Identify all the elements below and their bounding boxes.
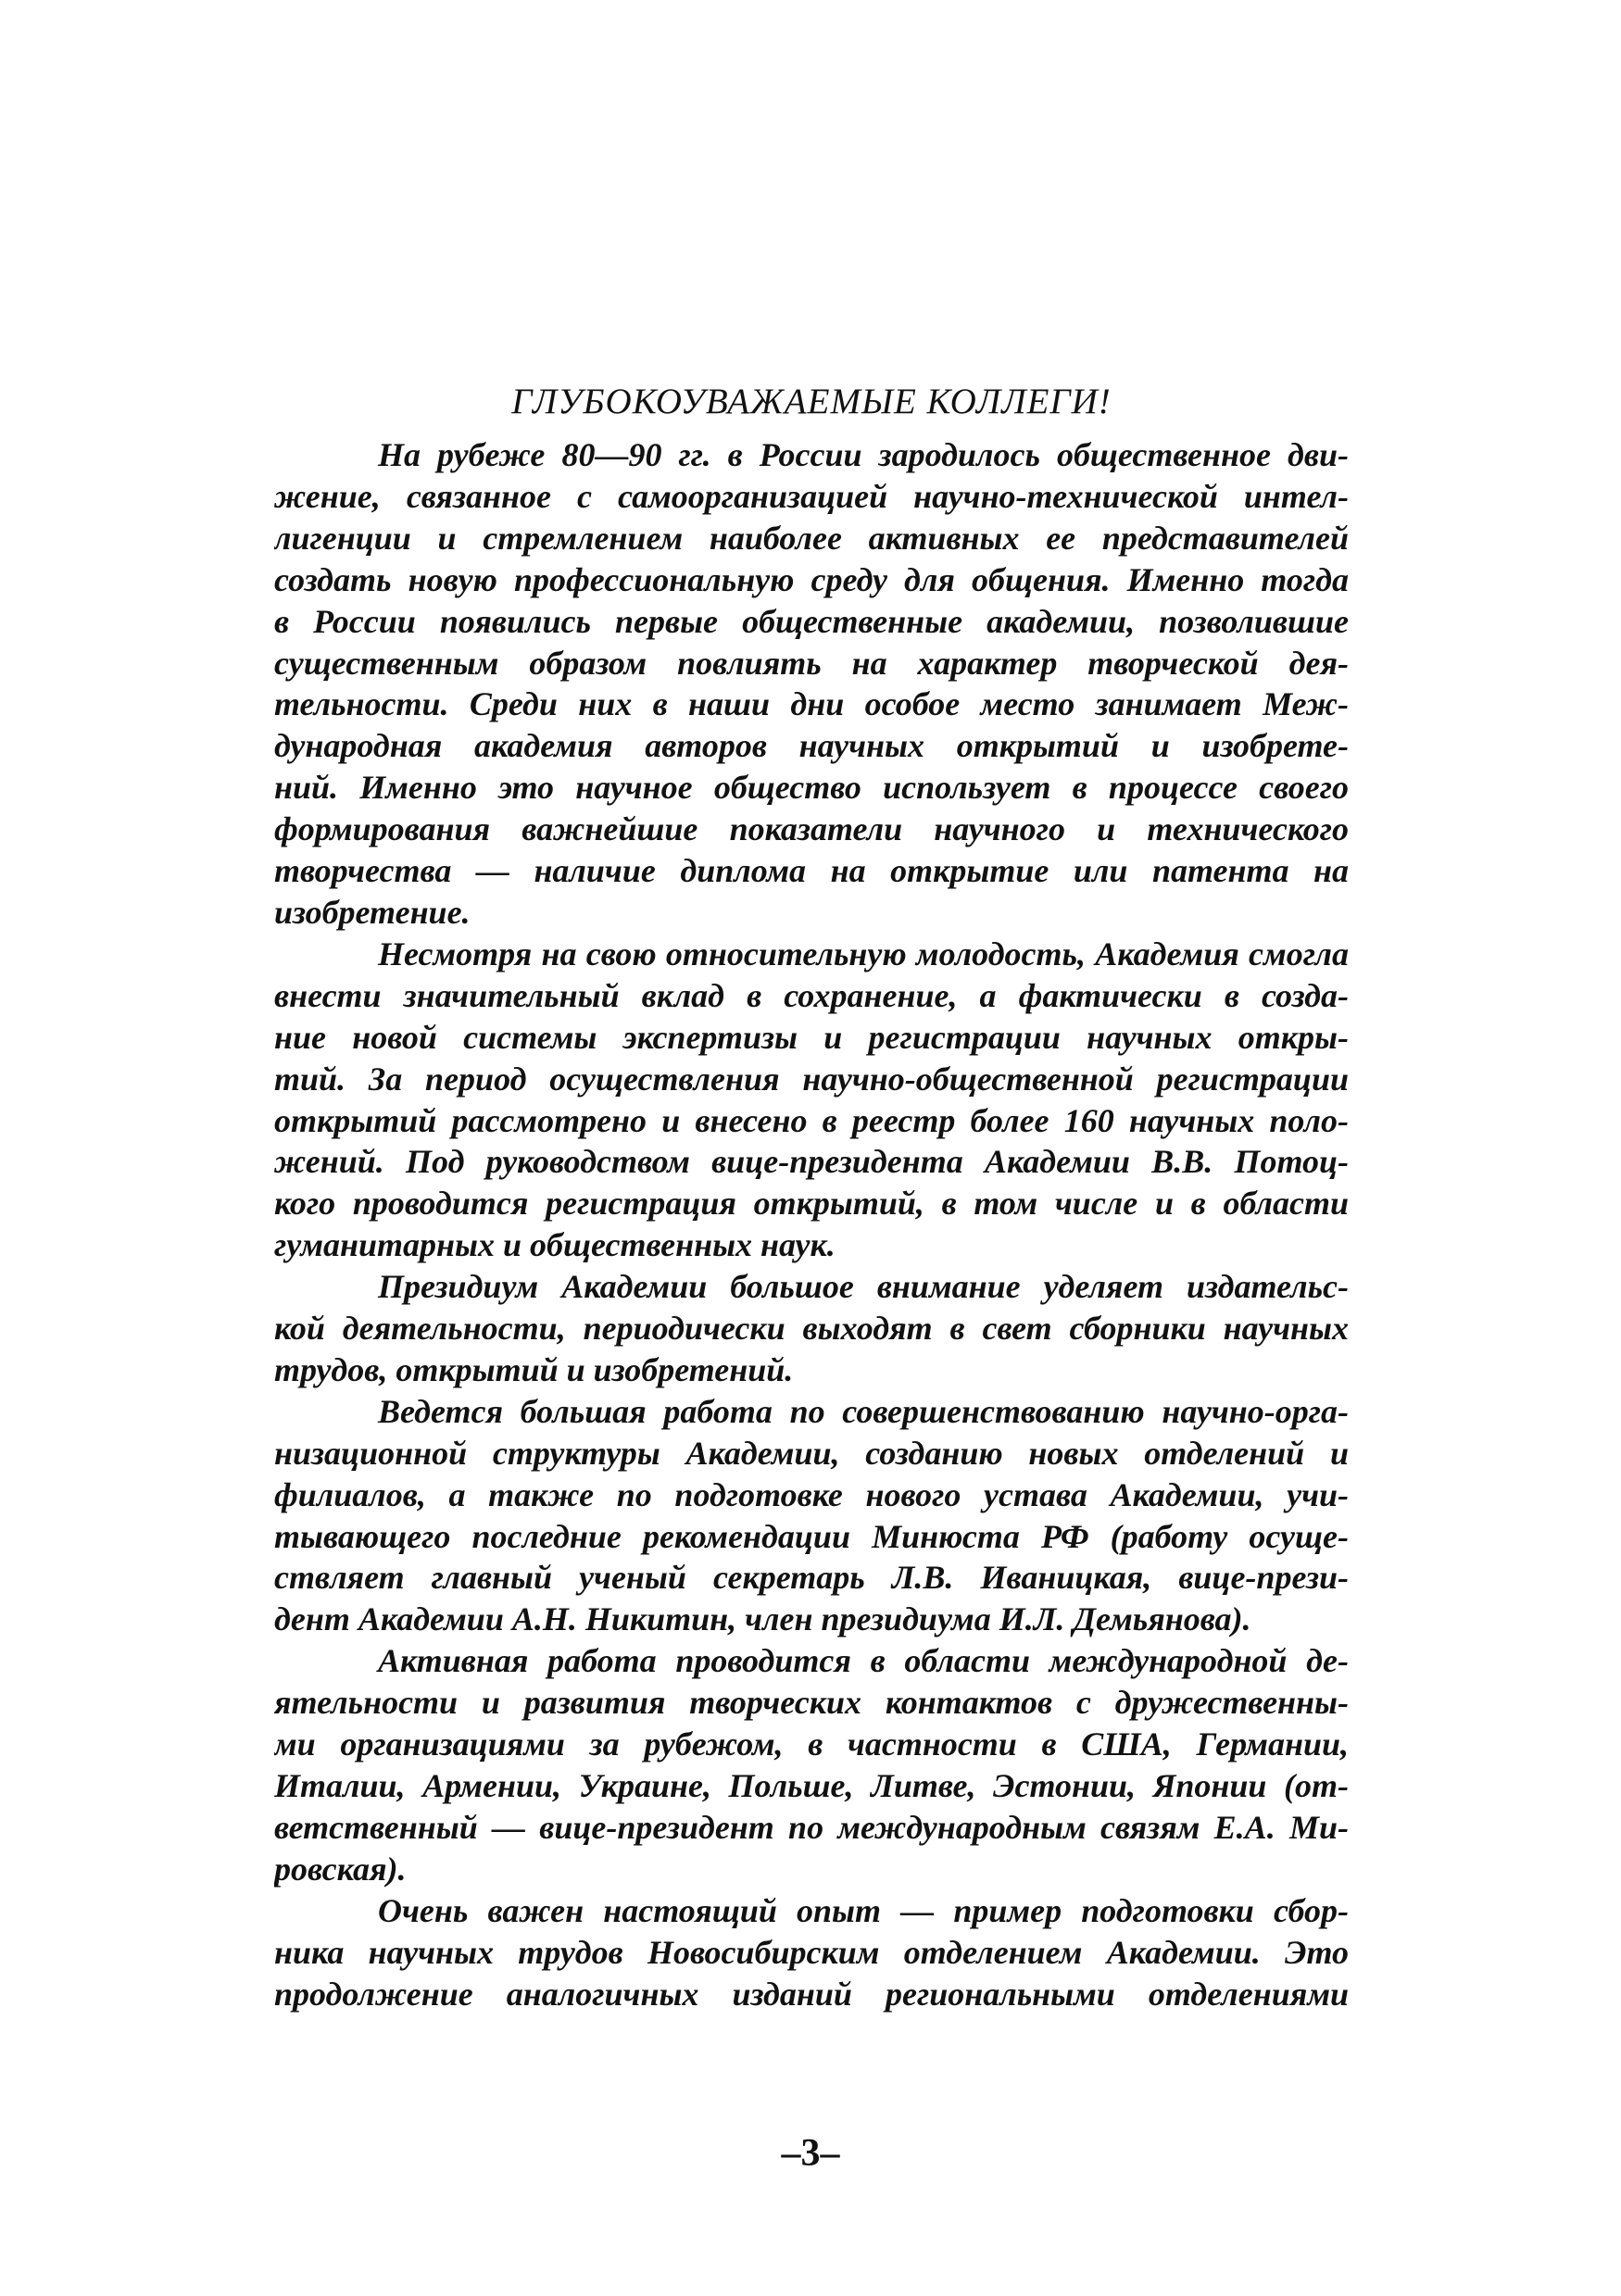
text-line: жение, связанное с самоорганизацией научно-технической интел- — [274, 477, 1349, 515]
text-line: кого проводится регистрация открытий, в том числе и в области — [274, 1185, 1349, 1223]
text-line: дународная академия авторов научных открытий и изобрете- — [274, 727, 1349, 765]
text-line: трудов, открытий и изобретений. — [274, 1350, 794, 1388]
text-line: творчества — наличие диплома на открытие или патента на — [274, 852, 1349, 890]
text-line: ствляет главный ученый секретарь Л.В. Иваницкая, вице-прези- — [274, 1559, 1349, 1597]
text-line: ми организациями за рубежом, в частности в США, Германии, — [274, 1725, 1349, 1763]
text-line: ровская). — [274, 1850, 407, 1888]
text-line: Активная работа проводится в области международной де- — [378, 1642, 1349, 1680]
text-line: ника научных трудов Новосибирским отделением Академии. Это — [274, 1933, 1349, 1971]
text-line: изобретение. — [274, 893, 471, 931]
text-line: ятельности и развития творческих контактов с дружественны- — [274, 1684, 1349, 1722]
text-line: гуманитарных и общественных наук. — [274, 1226, 836, 1264]
text-line: внести значительный вклад в сохранение, а фактически в созда- — [274, 976, 1349, 1014]
text-line: ветственный — вице-президент по международным связям Е.А. Ми- — [274, 1808, 1349, 1846]
text-line: существенным образом повлиять на характер творческой дея- — [274, 644, 1349, 682]
text-line: ние новой системы экспертизы и регистрации научных откры- — [274, 1018, 1349, 1056]
text-line: создать новую профессиональную среду для общения. Именно тогда — [274, 560, 1349, 598]
text-line: тельности. Среди них в наши дни особое место занимает Меж- — [274, 685, 1349, 723]
body-text — [274, 434, 1349, 2014]
text-line: кой деятельности, периодически выходят в свет сборники научных — [274, 1310, 1349, 1348]
text-line: тывающего последние рекомендации Минюста РФ (работу осуще- — [274, 1517, 1349, 1555]
text-line: Ведется большая работа по совершенствованию научно-орга- — [378, 1392, 1349, 1430]
text-line: тий. За период осуществления научно-общественной регистрации — [274, 1060, 1349, 1098]
text-line: Президиум Академии большое внимание уделяет издательс- — [378, 1268, 1349, 1306]
text-line: филиалов, а также по подготовке нового устава Академии, учи- — [274, 1475, 1349, 1513]
text-line: Италии, Армении, Украине, Польше, Литве, Эстонии, Японии (от- — [274, 1767, 1349, 1804]
text-line: На рубеже 80—90 гг. в России зародилось общественное дви- — [378, 436, 1349, 473]
text-line: жений. Под руководством вице-президента Академии В.В. Потоц- — [274, 1143, 1349, 1181]
text-line: открытий рассмотрено и внесено в реестр более 160 научных поло- — [274, 1101, 1349, 1139]
text-line: низационной структуры Академии, созданию новых отделений и — [274, 1434, 1349, 1472]
text-line: формирования важнейшие показатели научного и технического — [274, 810, 1349, 848]
text-line: дент Академии А.Н. Никитин, член президиума И.Л. Демьянова). — [274, 1600, 1251, 1638]
text-line: ний. Именно это научное общество использует в процессе своего — [274, 769, 1349, 807]
text-line: Очень важен настоящий опыт — пример подготовки сбор- — [378, 1891, 1349, 1929]
page-title: ГЛУБОКОУВАЖАЕМЫЕ КОЛЛЕГИ! — [511, 382, 1112, 421]
text-line: продолжение аналогичных изданий региональными отделениями — [274, 1975, 1349, 2013]
page-number: –3– — [781, 2132, 840, 2175]
text-line: лигенции и стремлением наиболее активных ее представителей — [274, 519, 1349, 557]
text-line: в России появились первые общественные академии, позволившие — [274, 602, 1349, 640]
text-line: Несмотря на свою относительную молодость, Академия смогла — [378, 935, 1349, 972]
